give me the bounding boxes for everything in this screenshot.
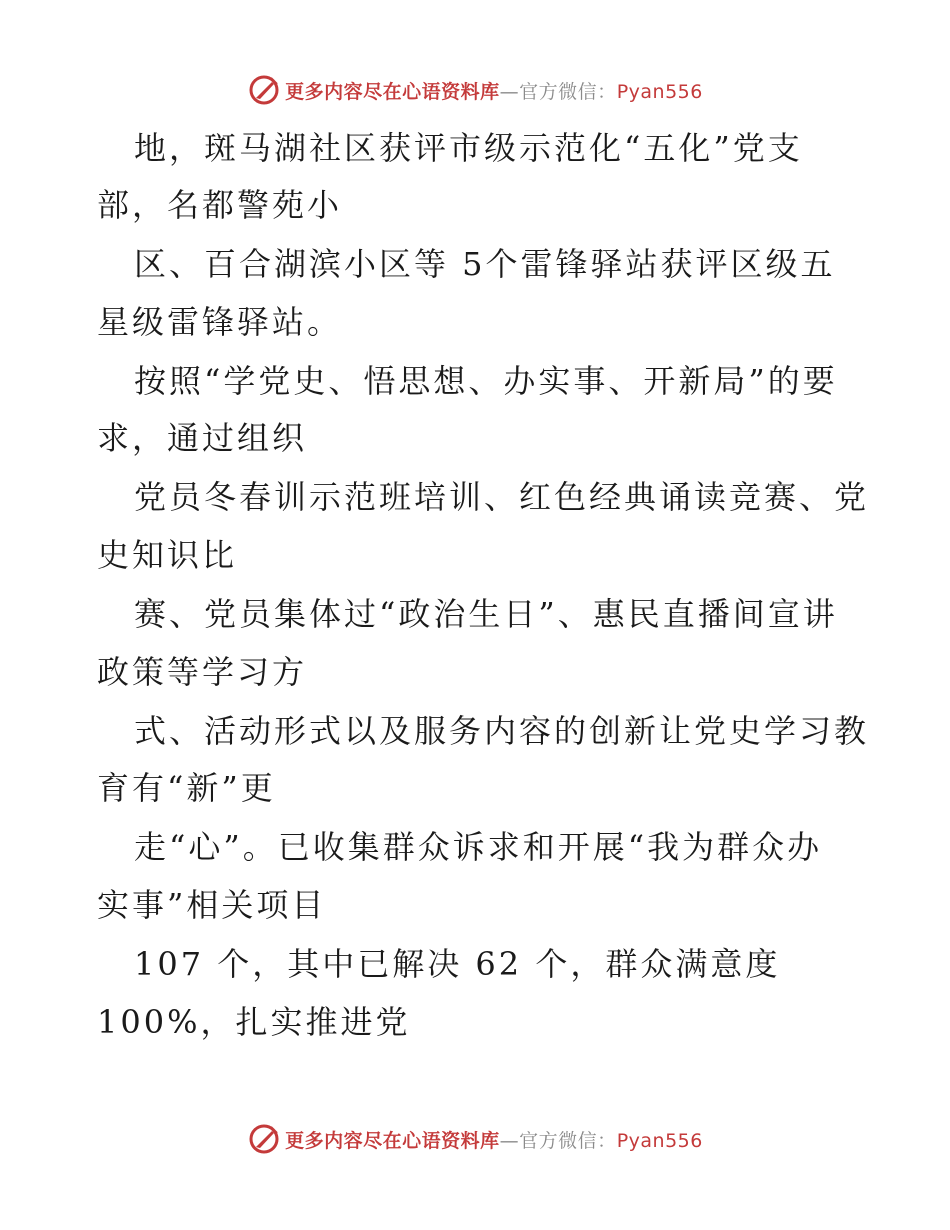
body-line: 党员冬春训示范班培训、红色经典诵读竞赛、党 <box>134 478 870 516</box>
body-line: 走“心”。已收集群众诉求和开展“我为群众办 <box>134 828 823 866</box>
body-line: 育有“新”更 <box>97 769 276 807</box>
body-line: 星级雷锋驿站。 <box>97 303 343 341</box>
body-line: 式、活动形式以及服务内容的创新让党史学习教 <box>134 712 870 750</box>
body-line: 107 个，其中已解决 62 个，群众满意度 <box>134 945 781 983</box>
body-line: 区、百合湖滨小区等 5个雷锋驿站获评区级五 <box>134 245 836 283</box>
body-line: 100%，扎实推进党 <box>97 1003 411 1041</box>
body-line: 政策等学习方 <box>97 653 308 691</box>
header-dash: — <box>499 80 520 103</box>
header-banner-text <box>285 77 703 104</box>
body-line: 部，名都警苑小 <box>97 186 343 224</box>
quill-logo-icon <box>247 73 281 107</box>
header-library-text: 更多内容尽在心语资料库 <box>285 80 500 103</box>
footer-banner-text <box>285 1126 703 1153</box>
body-line: 实事”相关项目 <box>97 886 327 924</box>
footer-wechat-label: 官方微信： <box>519 1129 617 1152</box>
footer-library-text: 更多内容尽在心语资料库 <box>285 1129 500 1152</box>
body-line: 赛、党员集体过“政治生日”、惠民直播间宣讲 <box>134 595 838 633</box>
footer-wechat-id: Pyan556 <box>616 1129 703 1152</box>
footer-banner <box>0 1119 950 1159</box>
body-line: 地，斑马湖社区获评市级示范化“五化”党支 <box>134 129 803 167</box>
body-line: 按照“学党史、悟思想、办实事、开新局”的要 <box>134 362 838 400</box>
body-line: 史知识比 <box>97 536 238 574</box>
footer-dash: — <box>499 1129 520 1152</box>
header-banner <box>0 70 950 110</box>
header-wechat-id: Pyan556 <box>616 80 703 103</box>
body-line: 求，通过组织 <box>97 419 308 457</box>
quill-logo-icon <box>247 1122 281 1156</box>
header-wechat-label: 官方微信： <box>519 80 617 103</box>
